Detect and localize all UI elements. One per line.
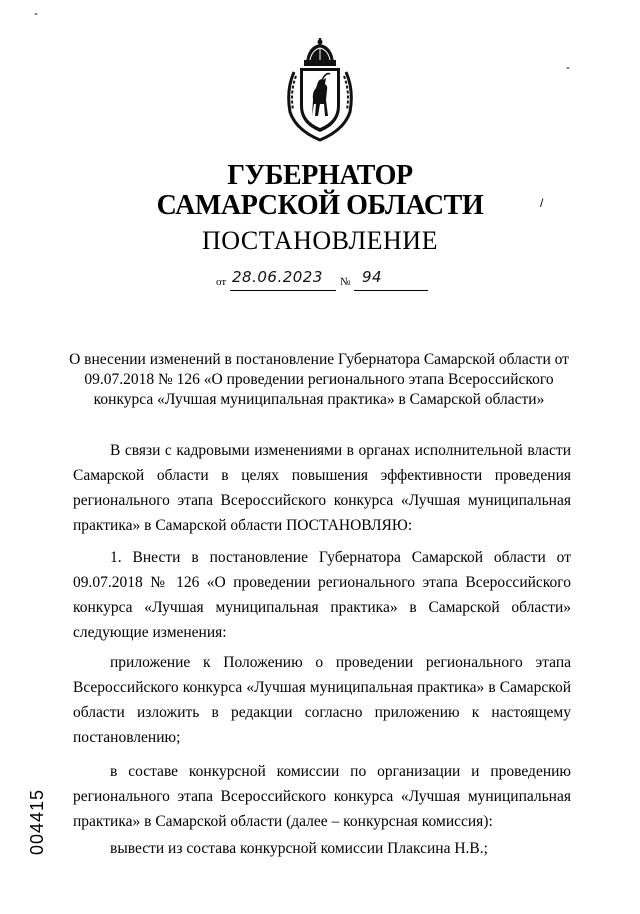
body-paragraph-4: [73, 759, 571, 834]
scan-mark-top-left: -: [34, 6, 38, 20]
paragraph-text: В связи с кадровыми изменениями в органах исполнительной власти Самарской области в целях повышения эффективности проведения регионального этапа Всероссийского конкурса «Лучшая муниципальная практика» в Самарской области ПОСТАНОВЛЯЮ:: [73, 442, 571, 534]
document-subject: О внесении изменений в постановление Губернатора Самарской области от 09.07.2018 № 126 «О проведении регионального этапа Всероссийского конкурса «Лучшая муниципальная практика» в Самарской области»: [69, 351, 569, 408]
date-number-line: [0, 268, 640, 292]
header-line-1: ГУБЕРНАТОР: [227, 160, 413, 191]
crown-icon: [304, 38, 336, 66]
body-paragraph-2: [73, 545, 571, 645]
paragraph-text: вывести из состава конкурсной комиссии Плаксина Н.В.;: [110, 840, 488, 857]
header-line-2: САМАРСКОЙ ОБЛАСТИ: [156, 190, 484, 221]
body-paragraph-5: [73, 836, 571, 861]
paragraph-text: приложение к Положению о проведении регионального этапа Всероссийского конкурса «Лучшая муниципальная практика» в Самарской области изложить в редакции согласно приложению к настоящему постановлению;: [73, 654, 571, 746]
number-value: 94: [362, 268, 383, 286]
paragraph-text: 1. Внести в постановление Губернатора Самарской области от 09.07.2018 № 126 «О проведении регионального этапа Всероссийского конкурса «Лучшая муниципальная практика» в Самарской области» следующие изменения:: [73, 549, 571, 641]
coat-of-arms-emblem: [282, 38, 358, 142]
number-label: №: [340, 276, 351, 288]
document-type-title: ПОСТАНОВЛЕНИЕ: [202, 226, 438, 255]
body-paragraph-1: [73, 438, 571, 538]
date-from-label: от: [216, 276, 227, 288]
date-value: 28.06.2023: [232, 268, 323, 286]
scan-mark-top-right: -: [566, 60, 570, 74]
body-paragraph-3: [73, 650, 571, 750]
paragraph-text: в составе конкурсной комиссии по организации и проведению регионального этапа Всероссийского конкурса «Лучшая муниципальная практика» в Самарской области (далее – конкурсная комиссия):: [73, 763, 571, 830]
margin-registration-number: 004415: [27, 788, 47, 855]
scan-mark-right-edge: /: [540, 196, 544, 210]
